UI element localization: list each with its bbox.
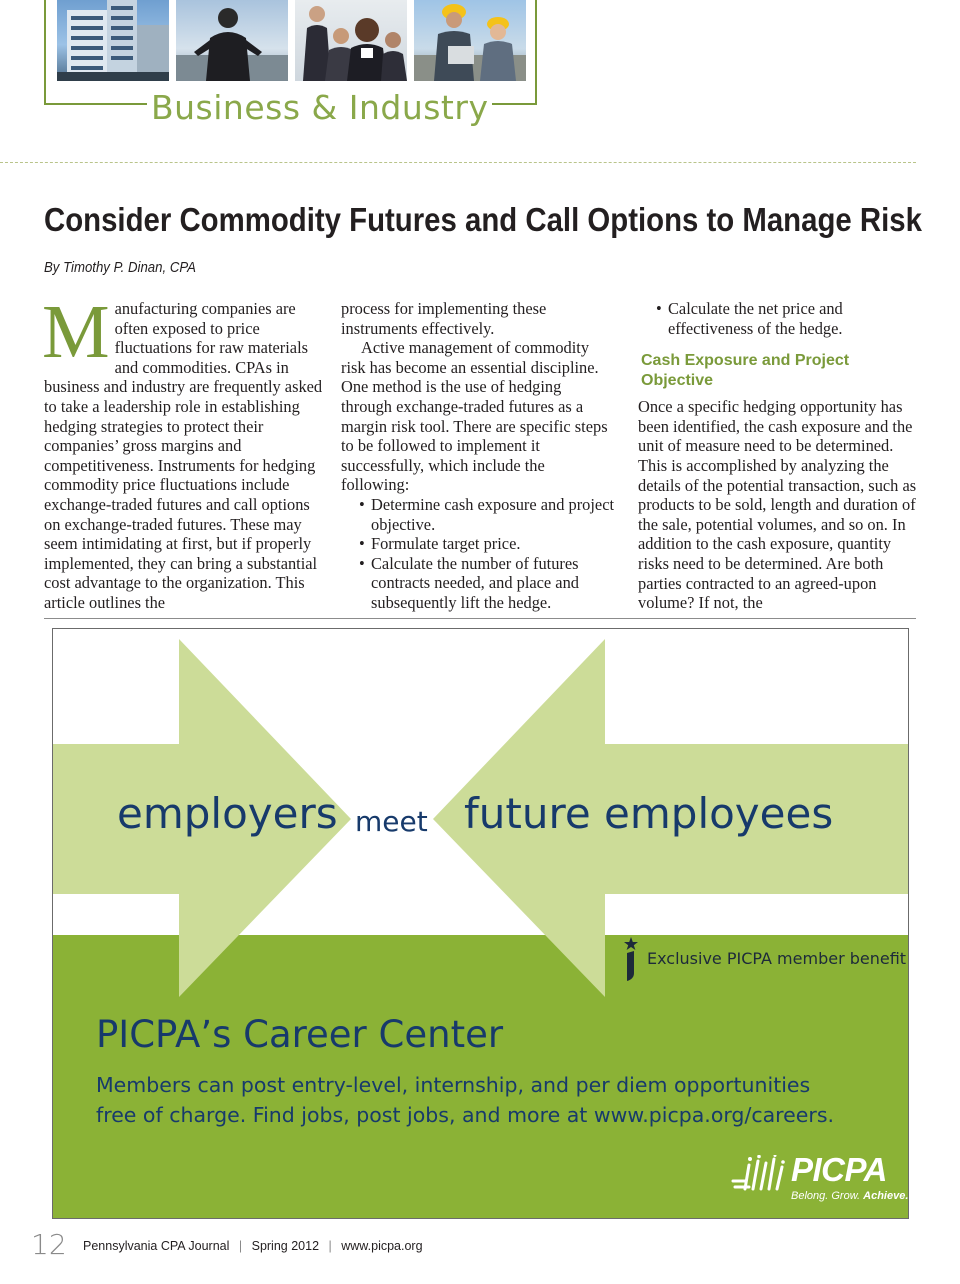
- ad-arrows: [53, 629, 909, 1219]
- paragraph: Active management of commodity risk has become an essential discipline. One method is the use of hedging through exchange-traded futures as a margin risk tool. There are specific steps to be followed to implement it successfully, which include the following:: [341, 338, 608, 495]
- exclusive-benefit-icon: [624, 937, 638, 981]
- section-title: Business & Industry: [147, 88, 492, 127]
- journal-name: Pennsylvania CPA Journal: [83, 1239, 230, 1253]
- issue-date: Spring 2012: [251, 1239, 320, 1253]
- steps-list-continued: [656, 299, 920, 338]
- list-item: • Determine cash exposure and project objective.: [359, 495, 616, 534]
- engineers-photo: [414, 0, 526, 81]
- ad-word-employers: employers: [117, 789, 338, 838]
- footer-separator: |: [328, 1239, 332, 1253]
- list-item: • Calculate the net price and effectiveness of the hedge.: [656, 299, 920, 338]
- article-column-3: [638, 299, 920, 613]
- intro-paragraph: [42, 290, 329, 613]
- businessman-photo: [176, 0, 288, 81]
- member-benefit-label: Exclusive PICPA member benefit: [647, 949, 907, 968]
- list-item: • Calculate the number of futures contracts needed, and place and subsequently lift the hedge.: [359, 554, 616, 613]
- footer-url[interactable]: www.picpa.org: [341, 1239, 423, 1253]
- page-number: 12: [31, 1228, 67, 1261]
- office-building-photo: [57, 0, 169, 81]
- steps-list: [359, 495, 616, 613]
- ad-word-future-employees: future employees: [464, 789, 834, 838]
- intro-text: anufacturing companies are often exposed to price fluctuations for raw materials and commodities. CPAs in business and industry are frequently asked to take a leadership role in establishing hedging strategies to protect their companies’ gross margins and competitiveness. Instruments for hedging commodity price fluctuations include exchange-traded futures and call options on exchange-traded futures. These may seem intimidating at first, but if properly implemented, they can bring a substantial cost advantage to the organization. This article outlines the: [44, 299, 323, 612]
- paragraph: process for implementing these instruments effectively.: [341, 299, 547, 338]
- picpa-logo-icon: [731, 1155, 787, 1193]
- career-center-ad[interactable]: [52, 628, 909, 1219]
- ad-heading: PICPA’s Career Center: [96, 1013, 504, 1056]
- dashed-divider: [0, 162, 916, 163]
- banner-photos: [57, 0, 526, 81]
- list-item: • Formulate target price.: [359, 534, 616, 554]
- tagline-emphasis: Achieve.: [863, 1190, 909, 1202]
- footer-separator: |: [238, 1239, 243, 1253]
- picpa-logo-text: PICPA: [791, 1151, 887, 1188]
- article-column-1: [42, 290, 329, 613]
- article-rule: [44, 618, 916, 619]
- footer: [83, 1239, 423, 1253]
- paragraph: Once a specific hedging opportunity has been identified, the cash exposure and the unit of measure need to be determined. This is accomplished by analyzing the details of the potential transaction, such as products to be sold, length and duration of the sale, potential volumes, and so on. In addition to the cash exposure, quantity risks need to be determined. Are both parties contracted to an agreed-upon volume? If not, the: [638, 397, 917, 613]
- article-column-2: [341, 299, 616, 613]
- ad-body: Members can post entry-level, internship, and per diem opportunities free of charge. Find jobs, post jobs, and more at www.picpa.org/careers.: [96, 1073, 835, 1127]
- ad-word-meet: meet: [355, 805, 428, 838]
- picpa-tagline: [791, 1190, 908, 1202]
- drop-cap: M: [42, 290, 110, 374]
- byline: By Timothy P. Dinan, CPA: [44, 259, 196, 276]
- business-team-photo: [295, 0, 407, 81]
- subheading: Cash Exposure and Project Objective: [641, 352, 850, 390]
- article-title: Consider Commodity Futures and Call Options to Manage Risk: [44, 201, 922, 238]
- tagline-part: Belong. Grow.: [791, 1190, 864, 1202]
- picpa-logo[interactable]: [731, 1151, 909, 1207]
